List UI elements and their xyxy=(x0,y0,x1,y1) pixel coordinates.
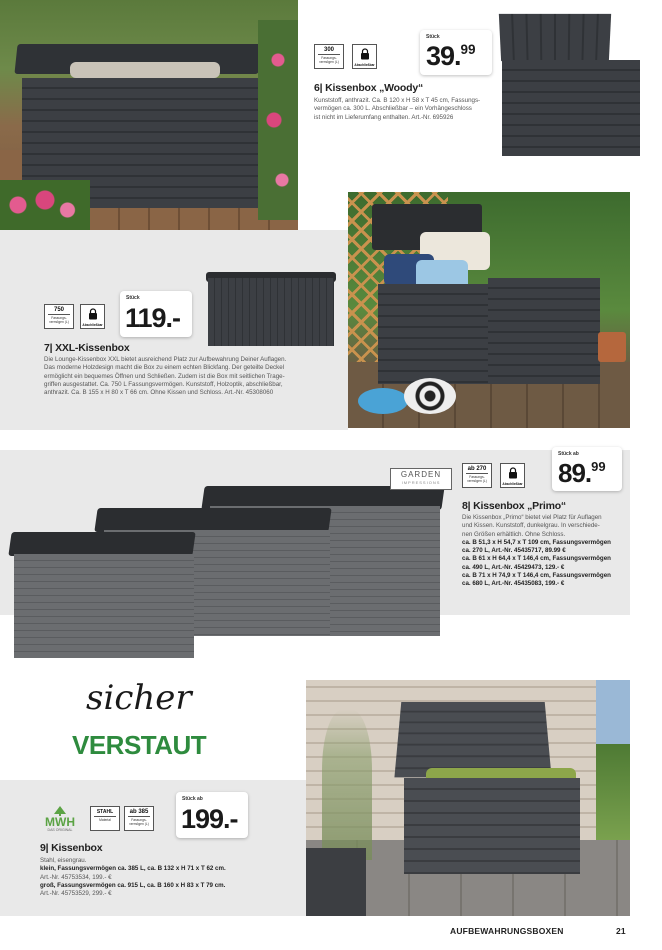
footer-section-title: AUFBEWAHRUNGSBOXEN xyxy=(450,926,564,936)
steel-box-open-lid xyxy=(394,702,551,777)
product-desc-8: Die Kissenbox „Primo“ bietet viel Platz für Auflagen und Kissen. Kunststoff, dunkelgrau. In verschiede- nen Größen erhältlich. Ohne Schloss. ca. B 51,3 x H 54,7 x T 109 cm, Fassungsvermögen ca. 270 L, Art.-Nr. 45435717, 89.99 € ca. B 61 x H 64,4 x T 146,4 cm, Fassungsvermögen ca. 490 L, Art.-Nr. 45429473, 129.- € ca. B 71 x H 74,9 x T 146,4 cm, Fassungsvermögen ca. 680 L, Art.-Nr. 45435083, 199.- € xyxy=(462,514,611,588)
product-title-6: 6| Kissenbox „Woody“ xyxy=(314,82,424,94)
padlock-icon xyxy=(360,48,370,60)
lock-label: Abschließbar xyxy=(82,323,103,327)
woody-box-open-lid xyxy=(499,14,611,61)
price-value: 119.- xyxy=(125,303,181,333)
capacity-label: Fassungs-vermögen (L) xyxy=(129,818,149,826)
product-desc-7: Die Lounge-Kissenbox XXL bietet ausreichend Platz zur Aufbewahrung Deiner Auflagen. Das moderne Holzdesign macht die Box zu einem echten Blickfang. Der geteilte Deckel ermöglicht ein bequemes Öffnen und Schließen. Zudem ist die Box mit seitlichen Trage- griffen ausgestattet. Ca. 750 L Fassungsvermögen. Kunststoff, Holzoptik, abschließbar, anthrazit. Ca. B 155 x H 80 x T 66 cm. Ohne Kissen und Schloss. Art.-Nr. 45308060 xyxy=(44,356,287,397)
flowers-pink xyxy=(0,180,90,230)
xxl-box-body xyxy=(208,278,334,346)
price-value: 199.- xyxy=(181,804,238,834)
primo-lid-medium xyxy=(94,508,331,532)
price-unit: Stück xyxy=(426,34,440,40)
lock-badge xyxy=(352,44,377,69)
headline-verstaut: VERSTAUT xyxy=(72,730,207,760)
capacity-label: Fassungs-vermögen (L) xyxy=(467,475,487,483)
capacity-badge xyxy=(44,304,74,329)
lock-label: Abschließbar xyxy=(502,482,523,486)
steel-box-body xyxy=(404,778,580,874)
capacity-badge xyxy=(462,463,492,488)
price-value: 39.99 xyxy=(426,41,476,71)
lounge-box-right xyxy=(488,278,600,384)
capacity-value: 750 xyxy=(48,307,70,315)
price-tag-9 xyxy=(176,792,248,838)
cushions-in-box xyxy=(70,62,220,78)
primo-lid-small xyxy=(8,532,195,556)
floor-pillow-pattern xyxy=(404,378,456,414)
brand-line2: IMPRESSIONS xyxy=(401,480,441,485)
photo-lounge-box xyxy=(348,192,630,428)
mwh-logo-sub: DAS ORIGINAL xyxy=(47,828,73,832)
product-desc-9: Stahl, eisengrau. klein, Fassungsvermögen ca. 385 L, ca. B 132 x H 71 x T 62 cm. Art.-Nr. 45753534, 199.- € groß, Fassungsvermögen ca. 915 L, ca. B 160 x H 83 x T 79 cm. Art.-Nr. 45753529, 299.- € xyxy=(40,857,226,898)
woody-box-open-body xyxy=(502,60,640,156)
mwh-logo-text: MWH xyxy=(45,815,75,829)
lock-label: Abschließbar xyxy=(354,63,375,67)
padlock-icon xyxy=(88,308,98,320)
material-label: Material xyxy=(99,818,111,822)
material-badge xyxy=(90,806,120,831)
flower-pot xyxy=(598,332,626,362)
product-title-7: 7| XXL-Kissenbox xyxy=(44,342,130,354)
mwh-logo xyxy=(40,806,80,833)
garden-view xyxy=(596,680,630,840)
padlock-icon xyxy=(508,467,518,479)
grass-plant xyxy=(322,710,372,860)
flowers-right xyxy=(258,20,298,220)
plant-pot xyxy=(306,848,366,916)
capacity-badge xyxy=(314,44,344,69)
lounge-box-left xyxy=(378,284,488,384)
capacity-value: ab 270 xyxy=(467,466,487,472)
price-tag-8 xyxy=(552,447,622,491)
floor-pillow-blue xyxy=(358,388,408,414)
price-unit: Stück ab xyxy=(558,451,579,457)
price-unit: Stück ab xyxy=(182,796,203,802)
lock-badge xyxy=(500,463,525,488)
page-number: 21 xyxy=(616,926,626,936)
product-title-8: 8| Kissenbox „Primo“ xyxy=(462,500,566,512)
capacity-badge xyxy=(124,806,154,831)
material-value: STAHL xyxy=(94,809,116,817)
price-tag-7 xyxy=(120,291,192,337)
capacity-value: ab 385 xyxy=(129,809,149,815)
price-unit: Stück xyxy=(126,295,140,301)
product-desc-6: Kunststoff, anthrazit. Ca. B 120 x H 58 x T 45 cm, Fassungs- vermögen ca. 300 L. Abschließbar – ein Vorhängeschloss ist nicht im Lieferumfang enthalten. Art.-Nr. 695926 xyxy=(314,97,481,121)
product-title-9: 9| Kissenbox xyxy=(40,842,103,854)
price-tag-6 xyxy=(420,30,492,75)
lock-badge xyxy=(80,304,105,329)
capacity-label: Fassungs-vermögen (L) xyxy=(319,56,339,64)
headline-sicher: sicher xyxy=(86,678,192,718)
brand-line1: GARDEN xyxy=(400,470,442,479)
primo-box-small xyxy=(14,554,194,658)
price-value: 89.99 xyxy=(558,458,606,488)
garden-impressions-logo xyxy=(390,468,452,490)
capacity-label: Fassungs-vermögen (L) xyxy=(49,316,69,324)
photo-steel-box xyxy=(306,680,630,916)
photo-woody-garden xyxy=(0,0,298,230)
capacity-value: 300 xyxy=(318,47,340,55)
